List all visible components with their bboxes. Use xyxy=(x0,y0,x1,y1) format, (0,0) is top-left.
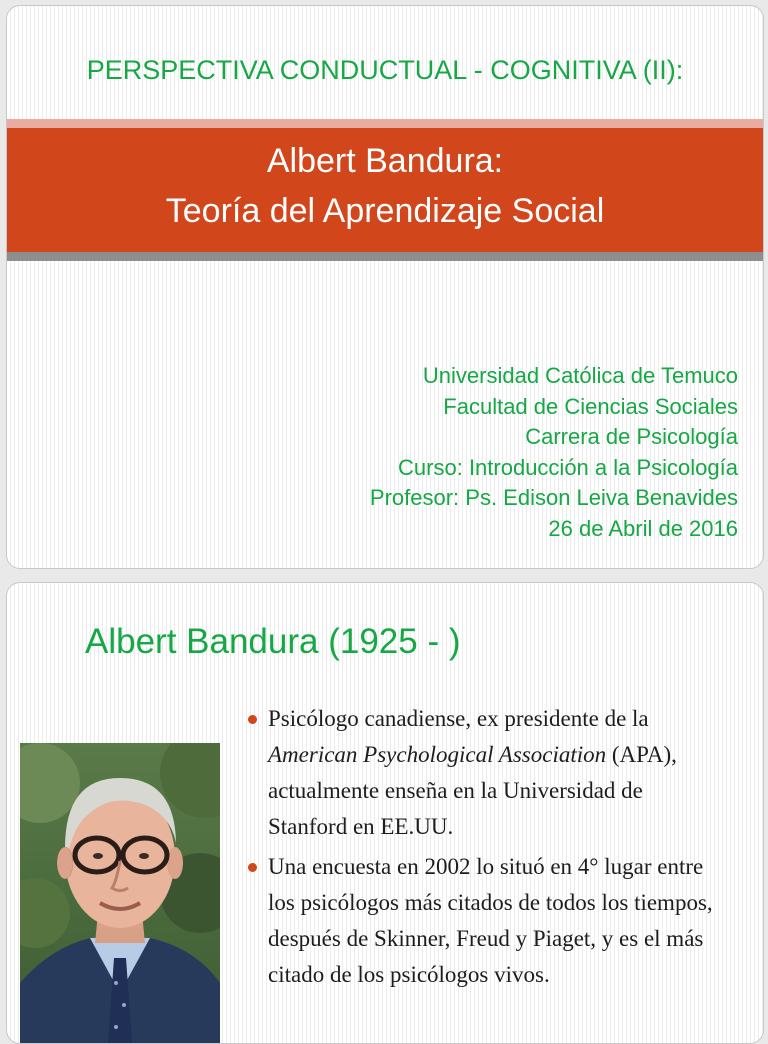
title-line-1: Albert Bandura: xyxy=(266,142,504,180)
info-university: Universidad Católica de Temuco xyxy=(422,363,738,388)
author-info xyxy=(370,361,738,544)
info-faculty: Facultad de Ciencias Sociales xyxy=(443,393,738,419)
title-band xyxy=(7,128,763,252)
bullet-item xyxy=(243,849,723,993)
bullet1-text-post: (APA), actualmente enseña en la Universidad de Stanford en EE.UU. xyxy=(268,742,677,839)
portrait-photo xyxy=(20,743,220,1043)
bullet-item xyxy=(243,701,723,845)
bullet2-text: Una encuesta en 2002 lo situó en 4° lugar entre los psicólogos más citados de todos los tiempos, después de Skinner, Freud y Piaget, y es el más citado de los psicólogos vivos. xyxy=(268,854,713,987)
bullet1-text-italic: American Psychological Association xyxy=(268,742,607,767)
slide-header: PERSPECTIVA CONDUCTUAL - COGNITIVA (II): xyxy=(86,55,684,85)
title-line-2: Teoría del Aprendizaje Social xyxy=(165,192,605,230)
slide-title: Albert Bandura (1925 - ) xyxy=(85,622,461,661)
bio-slide xyxy=(6,582,764,1044)
title-band-top-stripe xyxy=(7,119,763,128)
title-slide xyxy=(6,5,764,569)
info-date: 26 de Abril de 2016 xyxy=(548,515,738,541)
bullet-dot-icon xyxy=(248,715,257,724)
info-course: Curso: Introducción a la Psicología xyxy=(398,454,738,480)
info-professor: Profesor: Ps. Edison Leiva Benavides xyxy=(369,485,738,510)
portrait-illustration xyxy=(20,743,220,1043)
bullet-list xyxy=(243,701,723,997)
bullet-dot-icon xyxy=(248,863,257,872)
title-band-bottom-stripe xyxy=(7,252,763,261)
bullet1-text-pre: Psicólogo canadiense, ex presidente de la xyxy=(268,706,649,731)
info-career: Carrera de Psicología xyxy=(525,424,738,449)
